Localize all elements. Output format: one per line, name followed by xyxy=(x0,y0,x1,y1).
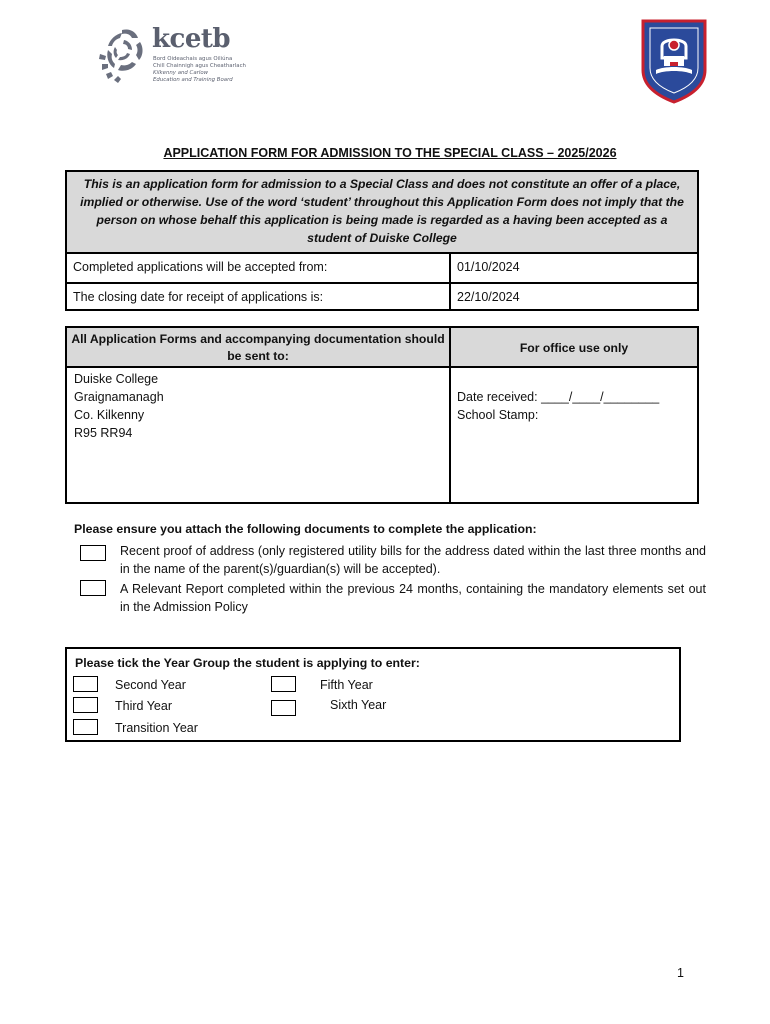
office-use-area xyxy=(451,368,697,502)
kcetb-subtitle xyxy=(153,56,246,84)
relevant-report-checkbox[interactable] xyxy=(80,580,106,596)
page-number: 1 xyxy=(677,966,684,980)
year-option-label: Fifth Year xyxy=(320,678,373,692)
school-stamp-label: School Stamp: xyxy=(457,408,539,422)
third-year-checkbox[interactable] xyxy=(73,697,98,713)
attachment-text: Recent proof of address (only registered utility bills for the address dated within the last three months and in the name of the parent(s)/guardian(s) will be accepted). xyxy=(120,544,706,576)
kcetb-sub-line: Education and Training Board xyxy=(153,77,233,83)
intro-text: This is an application form for admission to a Special Class and does not constitute an offer of a place, implied or otherwise. Use of the word ‘student’ throughout this Application Form does not imply that the person on whose behalf this application is being made is regarded as a having been accepted as a student of Duiske College xyxy=(67,172,697,254)
transition-year-checkbox[interactable] xyxy=(73,719,98,735)
send-to-body-row xyxy=(67,368,697,502)
intro-table xyxy=(65,170,699,311)
year-option-label: Sixth Year xyxy=(330,698,387,712)
kcetb-swirl-icon xyxy=(96,24,148,88)
kcetb-sub-line: Kilkenny and Carlow xyxy=(153,70,209,76)
attachment-item xyxy=(80,542,710,580)
send-to-header: All Application Forms and accompanying documentation should be sent to: xyxy=(67,328,451,366)
closing-date-label: The closing date for receipt of applications is: xyxy=(67,284,451,309)
address-line: Co. Kilkenny xyxy=(74,408,145,422)
date-received-field[interactable]: Date received: ____/____/________ xyxy=(457,390,660,404)
address-line: Graignamanagh xyxy=(74,390,164,404)
send-to-table xyxy=(65,326,699,504)
duiske-college-crest-icon xyxy=(640,18,708,104)
attachment-text: A Relevant Report completed within the previous 24 months, containing the mandatory elements set out in the Admission Policy xyxy=(120,582,706,614)
kcetb-sub-line: Chill Chainnigh agus Cheatharlach xyxy=(153,63,246,69)
sixth-year-checkbox[interactable] xyxy=(271,700,296,716)
page-title: APPLICATION FORM FOR ADMISSION TO THE SPECIAL CLASS – 2025/2026 xyxy=(163,146,617,160)
second-year-checkbox[interactable] xyxy=(73,676,98,692)
closing-date-value: 22/10/2024 xyxy=(457,290,520,304)
year-group-heading: Please tick the Year Group the student is applying to enter: xyxy=(75,656,420,670)
address-line: R95 RR94 xyxy=(74,426,133,440)
year-option-label: Third Year xyxy=(115,699,172,713)
open-date-label: Completed applications will be accepted from: xyxy=(67,254,451,282)
kcetb-logo xyxy=(96,24,246,92)
proof-of-address-checkbox[interactable] xyxy=(80,545,106,561)
kcetb-sub-line: Bord Oideachais agus Oiliúna xyxy=(153,56,233,62)
postal-address xyxy=(67,368,451,502)
dates-row xyxy=(67,282,697,309)
attachments-heading: Please ensure you attach the following documents to complete the application: xyxy=(74,522,537,536)
dates-row xyxy=(67,254,697,282)
year-option-label: Second Year xyxy=(115,678,186,692)
address-line: Duiske College xyxy=(74,372,159,386)
attachment-item xyxy=(80,580,710,618)
send-to-header-row xyxy=(67,328,697,368)
year-group-box xyxy=(65,647,681,742)
office-use-header: For office use only xyxy=(519,341,629,355)
open-date-value: 01/10/2024 xyxy=(457,260,520,274)
kcetb-wordmark: kcetb xyxy=(152,24,231,54)
fifth-year-checkbox[interactable] xyxy=(271,676,296,692)
year-option-label: Transition Year xyxy=(115,721,198,735)
